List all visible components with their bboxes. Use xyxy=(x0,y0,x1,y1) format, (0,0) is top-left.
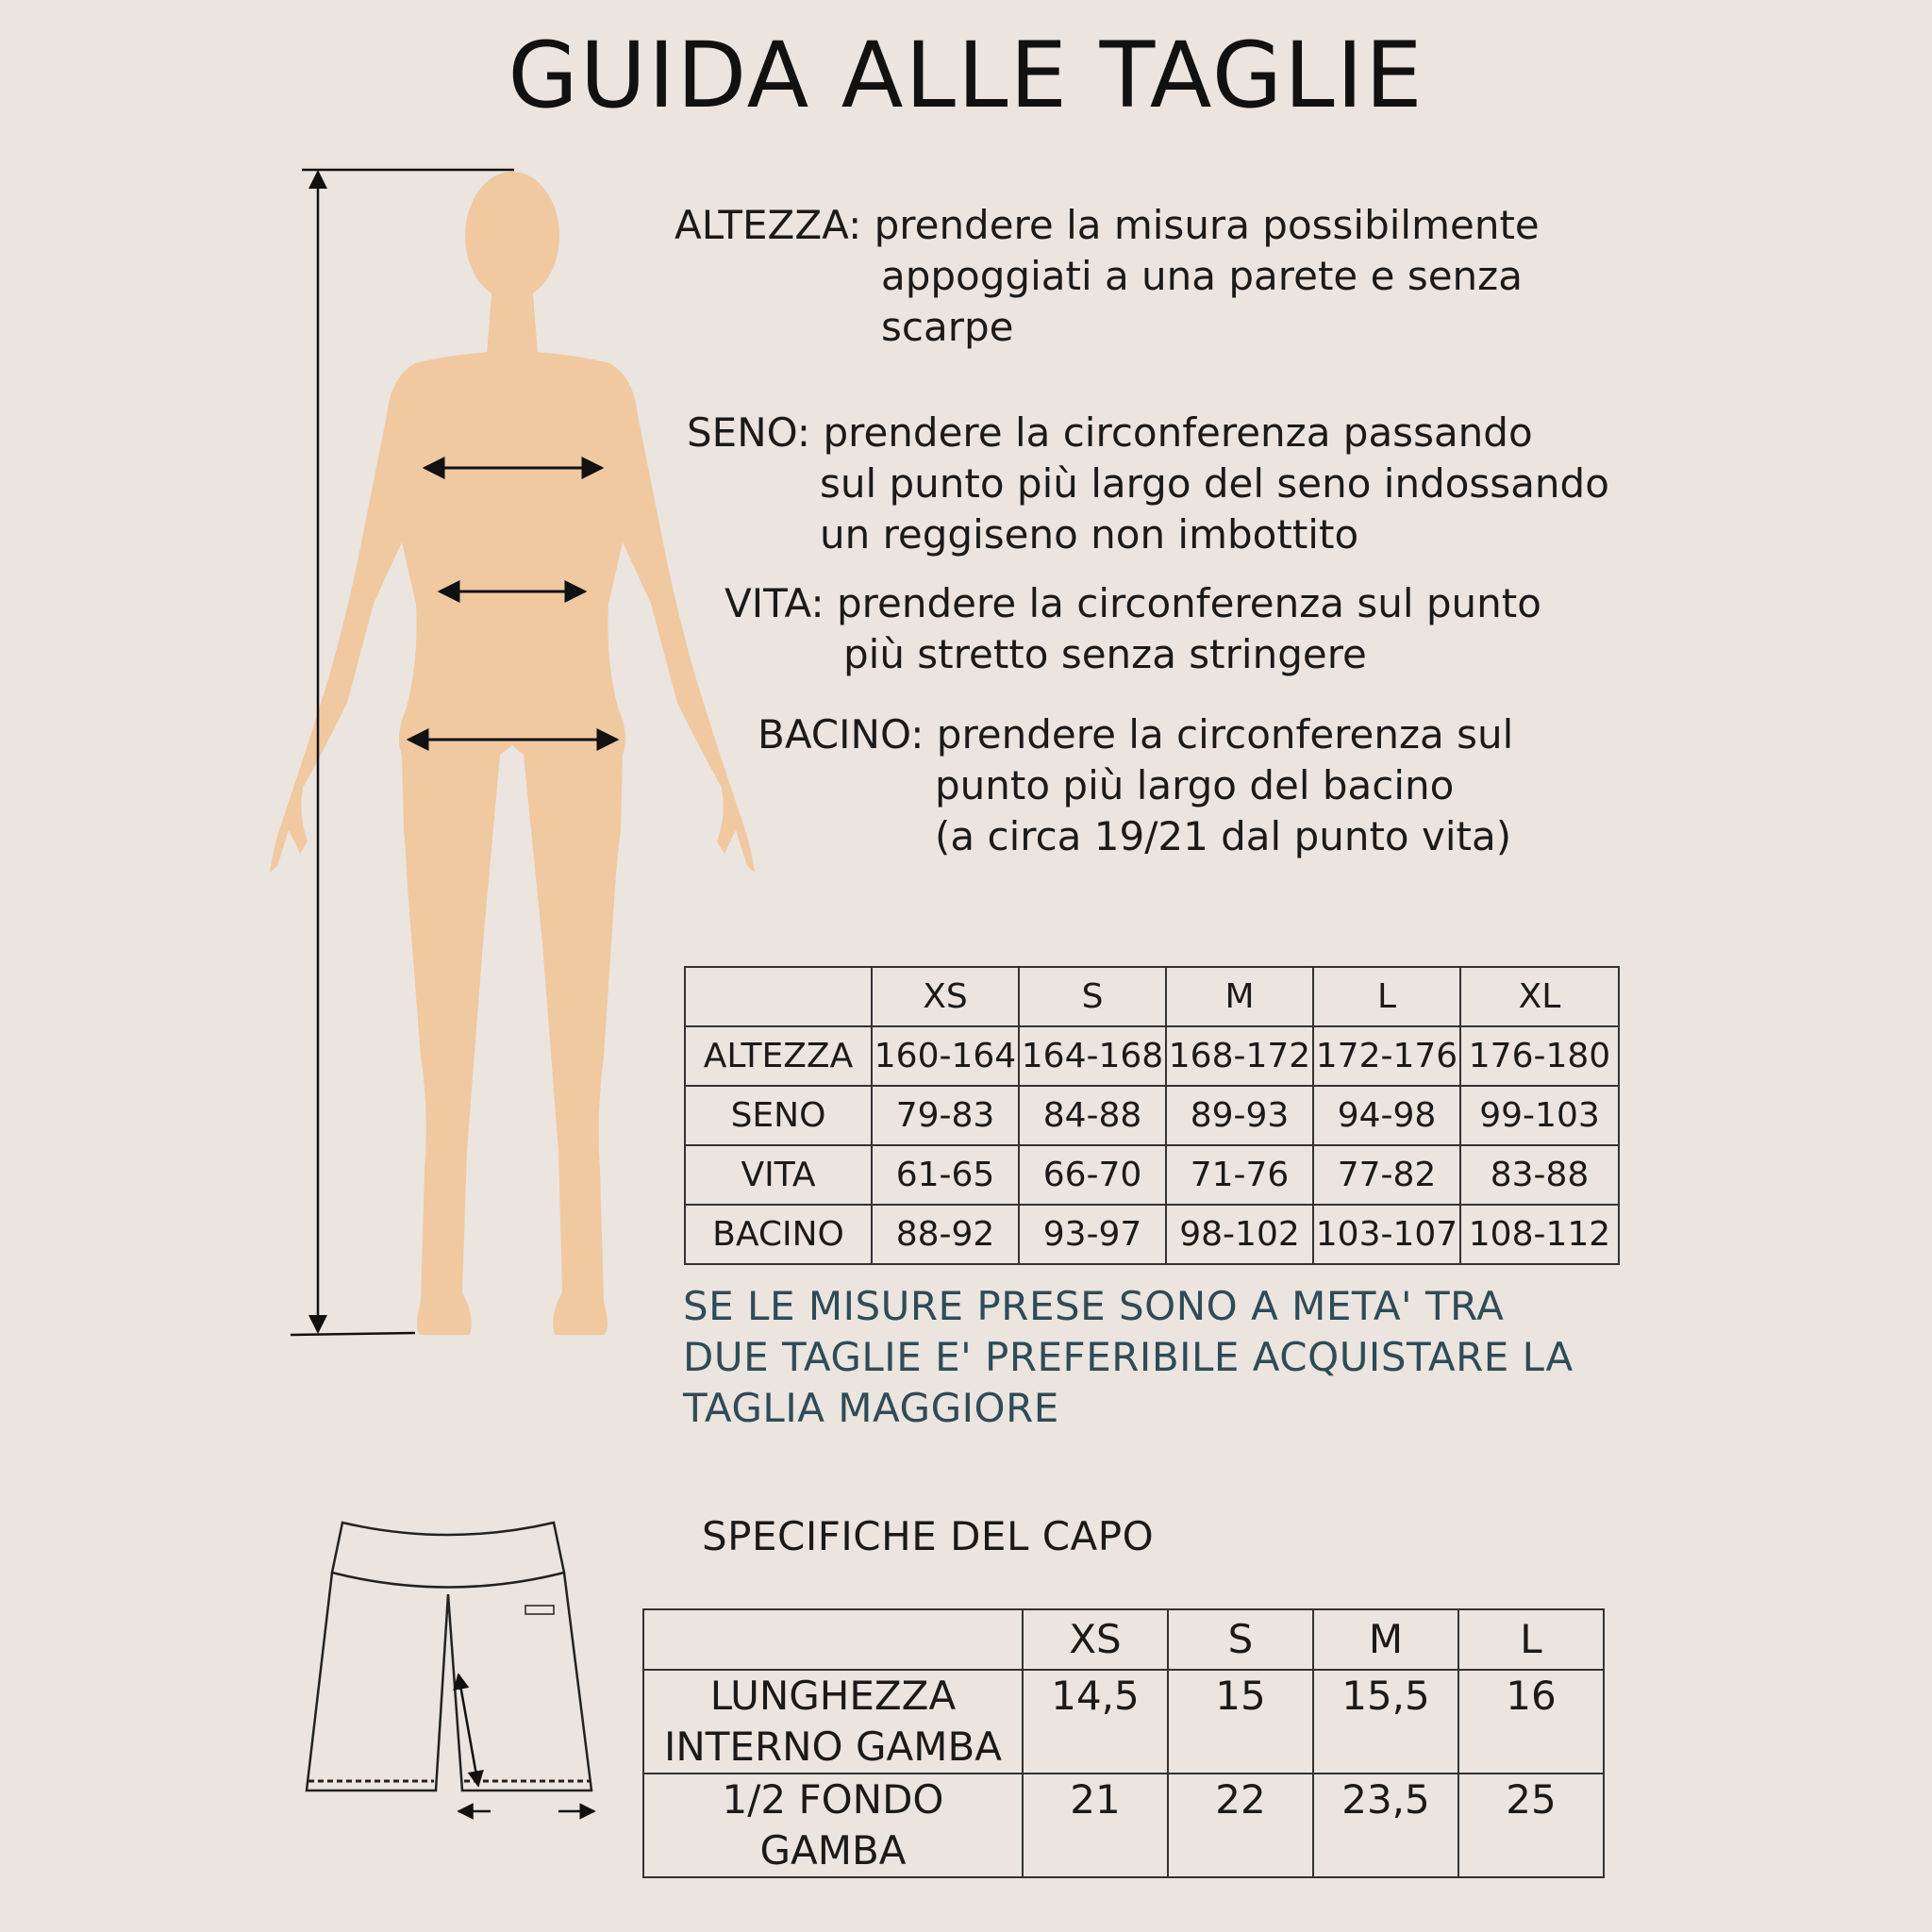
row-label-line: 1/2 FONDO xyxy=(722,1776,944,1823)
table-cell: 103-107 xyxy=(1313,1205,1460,1264)
row-label: ALTEZZA xyxy=(685,1026,872,1086)
table-cell: 94-98 xyxy=(1313,1086,1460,1145)
measure-line: prendere la circonferenza sul xyxy=(936,711,1514,758)
table-cell: 79-83 xyxy=(872,1086,1019,1145)
measure-line: più stretto senza stringere xyxy=(843,631,1367,677)
measure-term: VITA: xyxy=(724,580,824,626)
shorts-illustration xyxy=(292,1509,613,1830)
header-cell: XS xyxy=(1023,1609,1168,1670)
table-row xyxy=(685,1145,1619,1205)
table-cell: 71-76 xyxy=(1166,1145,1313,1205)
table-cell: 168-172 xyxy=(1166,1026,1313,1086)
note-line: TAGLIA MAGGIORE xyxy=(683,1385,1059,1431)
table-cell: 93-97 xyxy=(1019,1205,1166,1264)
row-label: VITA xyxy=(685,1145,872,1205)
row-label-line: LUNGHEZZA xyxy=(709,1673,957,1719)
row-label-line: INTERNO GAMBA xyxy=(663,1724,1003,1770)
note-line: DUE TAGLIE E' PREFERIBILE ACQUISTARE LA xyxy=(683,1334,1574,1380)
table-cell: 89-93 xyxy=(1166,1086,1313,1145)
measure-term: ALTEZZA: xyxy=(675,202,862,248)
table-cell: 77-82 xyxy=(1313,1145,1460,1205)
measure-altezza xyxy=(675,200,1540,353)
size-advice-note xyxy=(683,1281,1674,1434)
measure-line: (a circa 19/21 dal punto vita) xyxy=(935,813,1512,859)
table-cell: 99-103 xyxy=(1460,1086,1619,1145)
table-cell: 160-164 xyxy=(872,1026,1019,1086)
table-cell: 83-88 xyxy=(1460,1145,1619,1205)
header-cell xyxy=(685,967,872,1026)
row-label: BACINO xyxy=(685,1205,872,1264)
garment-spec-table xyxy=(642,1608,1605,1878)
table-cell: 164-168 xyxy=(1019,1026,1166,1086)
measure-line: appoggiati a una parete e senza xyxy=(881,253,1523,299)
header-cell: M xyxy=(1313,1609,1458,1670)
measure-term: BACINO: xyxy=(758,711,924,758)
measure-line: scarpe xyxy=(881,304,1014,350)
table-cell: 21 xyxy=(1023,1774,1168,1877)
header-cell: L xyxy=(1458,1609,1604,1670)
measure-line: prendere la misura possibilmente xyxy=(874,202,1540,248)
measure-line: punto più largo del bacino xyxy=(935,762,1455,808)
table-cell: 15,5 xyxy=(1313,1670,1458,1774)
table-cell: 23,5 xyxy=(1313,1774,1458,1877)
table-cell: 16 xyxy=(1458,1670,1604,1774)
header-cell: S xyxy=(1168,1609,1313,1670)
row-label-line: GAMBA xyxy=(759,1827,907,1874)
page-title: GUIDA ALLE TAGLIE xyxy=(508,23,1424,128)
header-cell: M xyxy=(1166,967,1313,1026)
row-label xyxy=(643,1670,1023,1774)
measure-line: sul punto più largo del seno indossando xyxy=(820,460,1609,507)
measure-bacino xyxy=(758,709,1513,862)
table-cell: 84-88 xyxy=(1019,1086,1166,1145)
measure-line: prendere la circonferenza sul punto xyxy=(837,580,1541,626)
size-table xyxy=(684,966,1620,1265)
table-cell: 98-102 xyxy=(1166,1205,1313,1264)
table-row xyxy=(643,1774,1604,1877)
measure-line: prendere la circonferenza passando xyxy=(823,409,1533,456)
table-cell: 25 xyxy=(1458,1774,1604,1877)
header-cell xyxy=(643,1609,1023,1670)
measure-term: SENO: xyxy=(687,409,811,456)
table-row xyxy=(685,1086,1619,1145)
shorts-label-tag xyxy=(525,1606,554,1614)
table-cell: 14,5 xyxy=(1023,1670,1168,1774)
table-cell: 66-70 xyxy=(1019,1145,1166,1205)
table-cell: 61-65 xyxy=(872,1145,1019,1205)
note-line: SE LE MISURE PRESE SONO A META' TRA xyxy=(683,1283,1505,1329)
size-table-header xyxy=(685,967,1619,1026)
shorts-waistband xyxy=(332,1523,564,1588)
garment-specs-title: SPECIFICHE DEL CAPO xyxy=(702,1513,1155,1559)
header-cell: XL xyxy=(1460,967,1619,1026)
measure-vita xyxy=(724,578,1541,680)
table-cell: 15 xyxy=(1168,1670,1313,1774)
table-row xyxy=(685,1205,1619,1264)
table-cell: 88-92 xyxy=(872,1205,1019,1264)
header-cell: L xyxy=(1313,967,1460,1026)
table-cell: 22 xyxy=(1168,1774,1313,1877)
table-row xyxy=(685,1026,1619,1086)
table-cell: 172-176 xyxy=(1313,1026,1460,1086)
garment-table-header xyxy=(643,1609,1604,1670)
header-cell: XS xyxy=(872,967,1019,1026)
table-row xyxy=(643,1670,1604,1774)
measure-seno xyxy=(687,408,1609,560)
table-cell: 176-180 xyxy=(1460,1026,1619,1086)
row-label: SENO xyxy=(685,1086,872,1145)
measure-line: un reggiseno non imbottito xyxy=(820,511,1359,558)
row-label xyxy=(643,1774,1023,1877)
table-cell: 108-112 xyxy=(1460,1205,1619,1264)
header-cell: S xyxy=(1019,967,1166,1026)
